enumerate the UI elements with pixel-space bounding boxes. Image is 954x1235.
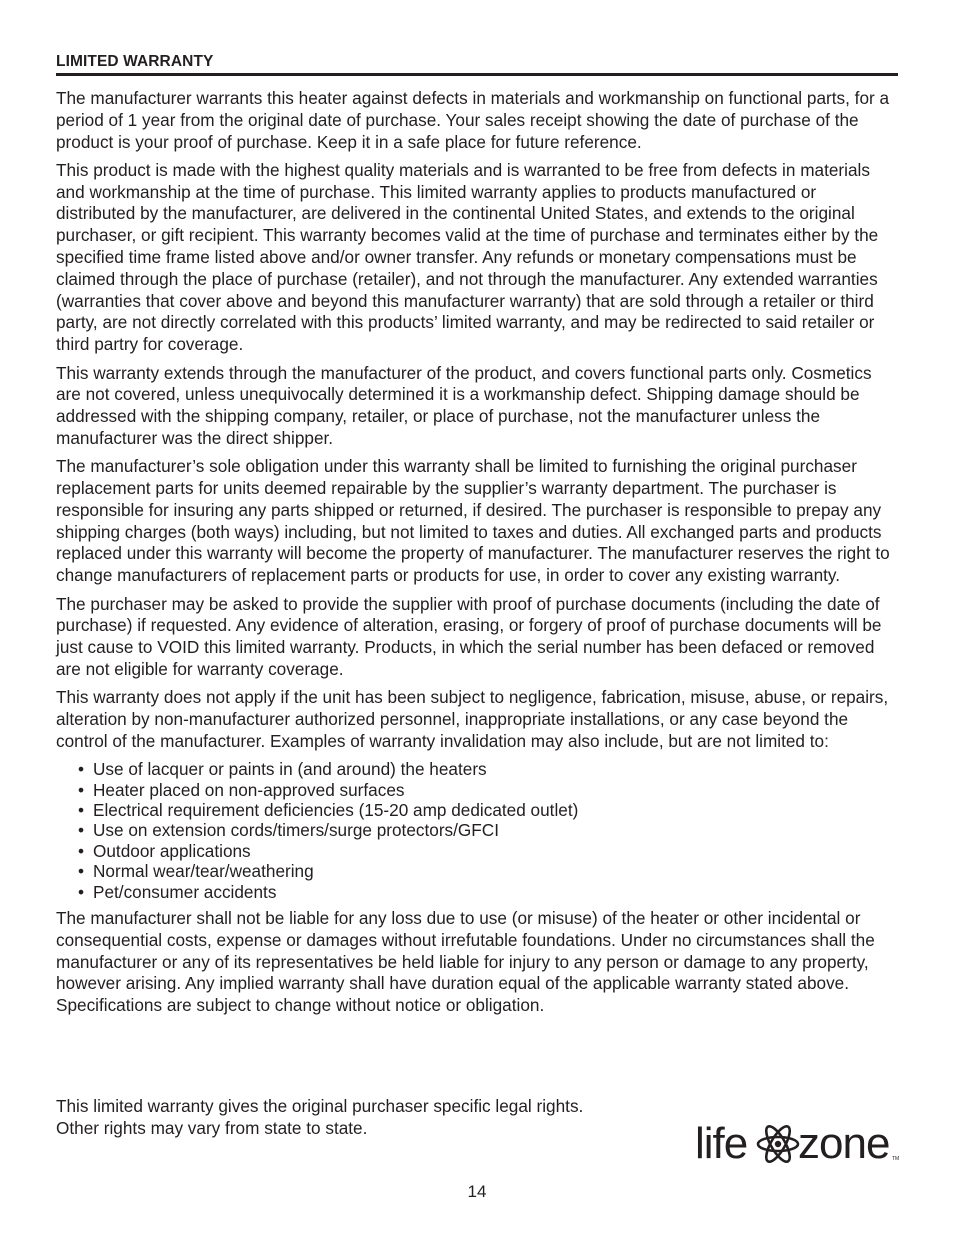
paragraph-proof-of-purchase: The purchaser may be asked to provide the supplier with proof of purchase documents (including the date of purchase) if requested. Any evidence of alteration, erasing, or forgery of proof of purchase documents will be just cause to VOID this limited warranty. Products, in which the serial number has been defaced or removed are not eligible for warranty coverage. (56, 593, 882, 679)
lifezone-logo (695, 1114, 905, 1174)
paragraph-coverage-terms: This product is made with the highest quality materials and is warranted to be free from defects in materials and workmanship at the time of purchase. This limited warranty applies to products manufactured or distributed by the manufacturer, are delivered in the continental United States, and extends to the original purchaser, or gift recipient. This warranty becomes valid at the time of purchase and terminates either by the specified time frame listed above and/or owner transfer. Any refunds or monetary compensations must be claimed through the place of purchase (retailer), and not through the manufacturer. Any extended warranties (warranties that cover above and beyond this manufacturer warranty) that are sold through a retailer or third party, are not directly correlated with this products’ limited warranty, and may be redirected to said retailer or third partry for coverage. (56, 159, 879, 355)
page-number: 14 (467, 1182, 487, 1201)
trademark-mark: TM (892, 1156, 900, 1162)
list-item: • Use on extension cords/timers/surge protectors/GFCI (56, 820, 898, 840)
logo-text-right: zone (798, 1119, 890, 1168)
list-item: • Electrical requirement deficiencies (15-20 amp dedicated outlet) (56, 800, 898, 820)
heading-rule (56, 73, 898, 76)
closing-statement (56, 1095, 656, 1139)
atom-icon (758, 1123, 798, 1165)
list-item: • Use of lacquer or paints in (and around) the heaters (56, 759, 898, 779)
paragraph-functional-parts: This warranty extends through the manufacturer of the product, and covers functional parts only. Cosmetics are not covered, unless unequivocally determined it is a workmanship defect. Shipping damage should be addressed with the shipping company, retailer, or place of purchase, not the manufacturer unless the manufacturer was the direct shipper. (56, 362, 872, 448)
list-item: • Heater placed on non-approved surfaces (56, 780, 898, 800)
paragraph-liability: The manufacturer shall not be liable for any loss due to use (or misuse) of the heater or other incidental or consequential costs, expense or damages without irrefutable foundations. Under no circumstances shall the manufacturer or any of its representatives be held liable for injury to any person or damage to any property, however arising. Any implied warranty shall have duration equal of the applicable warranty stated above. Specifications are subject to change without notice or obligation. (56, 907, 875, 1016)
closing-line: This limited warranty gives the original purchaser specific legal rights. (56, 1096, 584, 1116)
warranty-body (56, 88, 898, 1023)
paragraph-warranty-period: The manufacturer warrants this heater against defects in materials and workmanship on functional parts, for a period of 1 year from the original date of purchase. Your sales receipt showing the date of purchase of the product is your proof of purchase. Keep it in a safe place for future reference. (56, 88, 890, 152)
list-item: • Pet/consumer accidents (56, 882, 898, 902)
list-item: • Outdoor applications (56, 841, 898, 861)
paragraph-obligation: The manufacturer’s sole obligation under this warranty shall be limited to furnishing the original purchaser replacement parts for units deemed repairable by the supplier’s warranty department. The purchaser is responsible for insuring any parts shipped or returned, if desired. The purchaser is responsible to prepay any shipping charges (both ways) including, but not limited to taxes and duties. All exchanged parts and products replaced under this warranty will become the property of manufacturer. The manufacturer reserves the right to change manufacturers of replacement parts or products for use, in order to cover any existing warranty. (56, 456, 890, 586)
closing-line: Other rights may vary from state to state. (56, 1118, 368, 1138)
section-heading: LIMITED WARRANTY (56, 53, 214, 70)
exclusions-list (56, 759, 898, 902)
list-item: • Normal wear/tear/weathering (56, 861, 898, 881)
logo-text-left: life (695, 1119, 748, 1168)
paragraph-exclusions: This warranty does not apply if the unit has been subject to negligence, fabrication, misuse, abuse, or repairs, alteration by non-manufacturer authorized personnel, inappropriate installations, or any case beyond the control of the manufacturer. Examples of warranty invalidation may also include, but are not limited to: (56, 687, 889, 751)
